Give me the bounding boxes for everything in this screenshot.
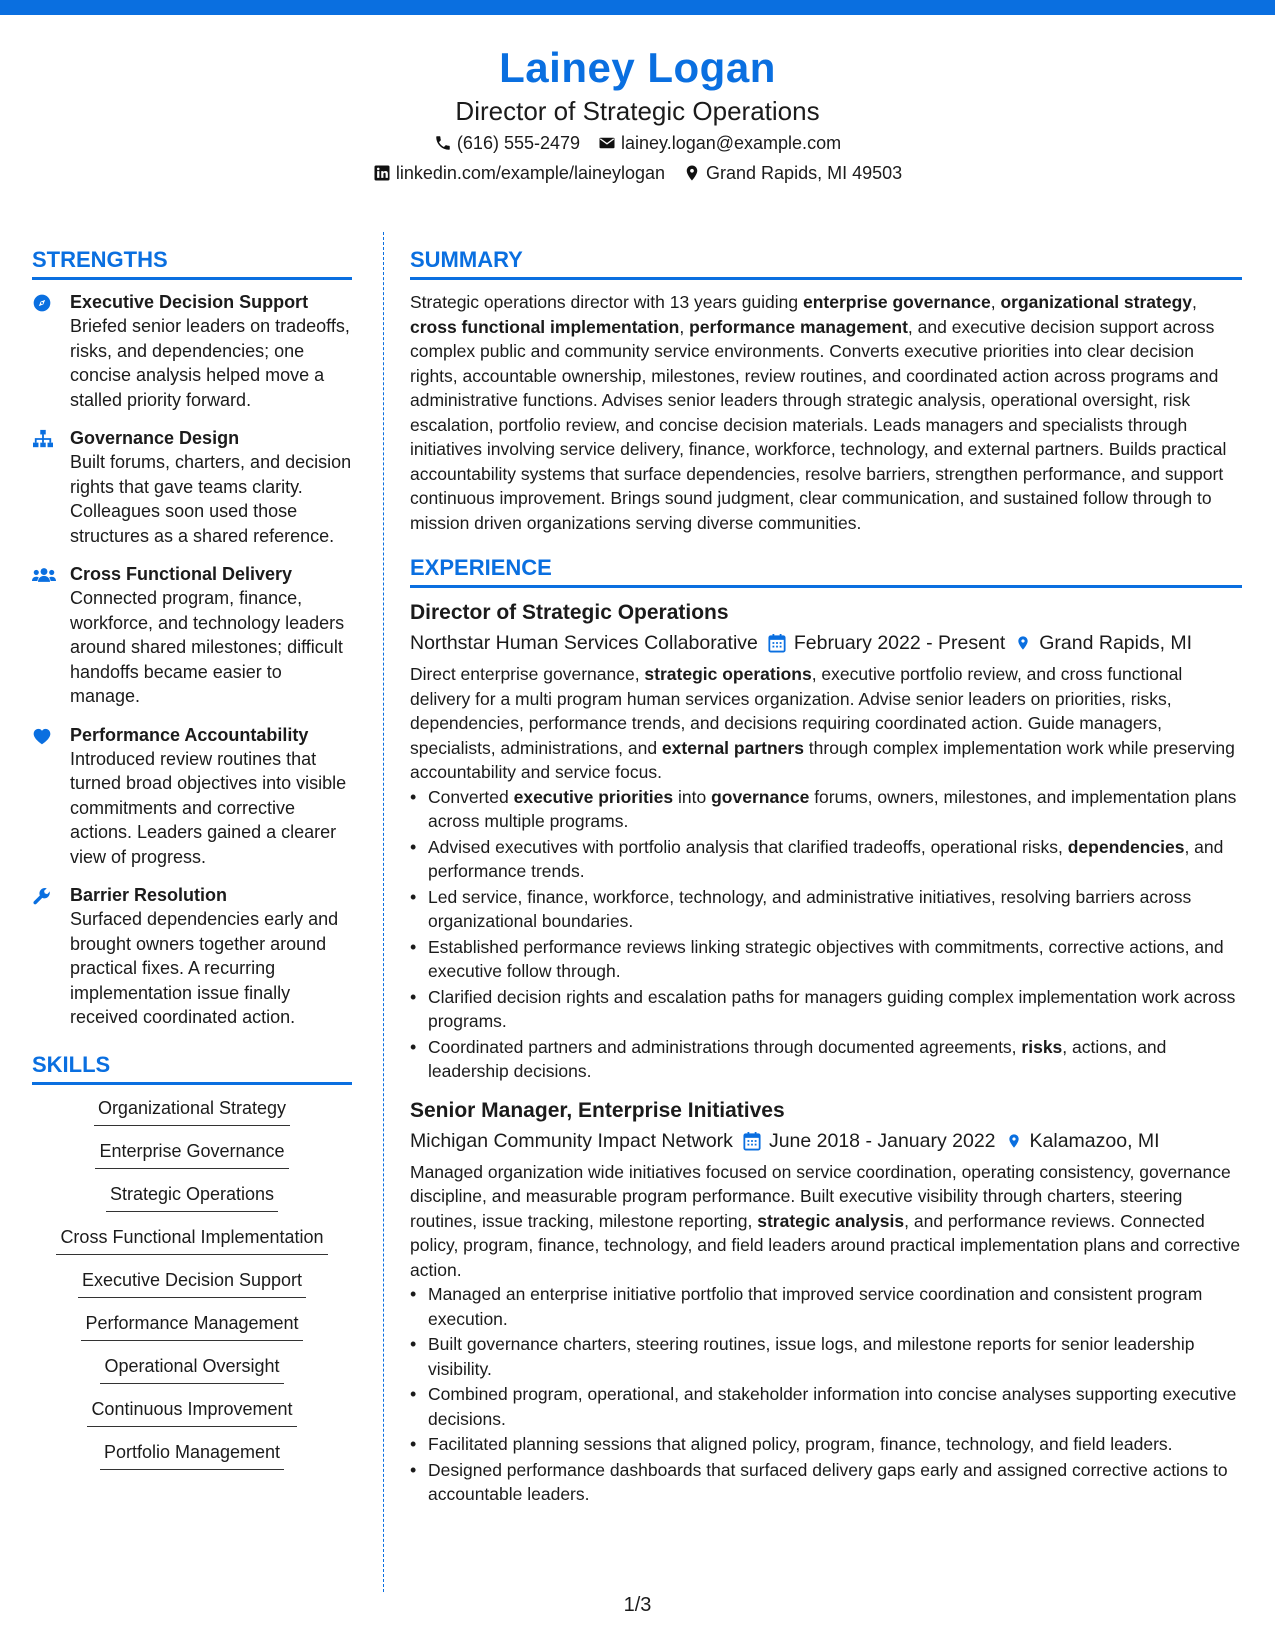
skill-item: [32, 1310, 352, 1353]
company-name: Michigan Community Impact Network: [410, 1129, 733, 1152]
summary-text: Strategic operations director with 13 years guiding enterprise governance, organizational strategy, cross functional implementation, performance management, and executive decision support across complex public and community service environments. Converts executive priorities into clear decision rights, accountable ownership, milestones, review routines, and coordinated action across programs and administrative functions. Advises senior leaders through strategic analysis, operational oversight, risk escalation, portfolio review, and concise decision materials. Leads managers and specialists through initiatives involving service delivery, finance, workforce, technology, and external partners. Builds practical accountability systems that surface dependencies, resolve barriers, strengthen performance, and support continuous improvement. Brings sound judgment, clear communication, and sustained follow through to mission driven organizations serving diverse communities.: [410, 292, 1227, 533]
skill-label: Portfolio Management: [100, 1439, 284, 1470]
column-divider: [383, 232, 384, 1592]
skill-item: [32, 1439, 352, 1482]
location-item: [683, 158, 902, 188]
experience-heading: EXPERIENCE: [410, 553, 1242, 588]
contact-row-1: [0, 128, 1275, 158]
right-column: [410, 245, 1242, 1508]
bold-keyword: risks: [1021, 1036, 1063, 1057]
job-bullet: • Established performance reviews linking strategic objectives with commitments, corrective actions, and executive follow through.: [410, 935, 1242, 984]
job-location-text: Kalamazoo, MI: [1029, 1129, 1160, 1152]
skill-item: [32, 1267, 352, 1310]
job-meta: [410, 628, 1242, 658]
strength-item: [32, 723, 352, 870]
skill-item: [32, 1181, 352, 1224]
job-bullet: • Designed performance dashboards that surfaced delivery gaps early and assigned corrective actions to accountable leaders.: [410, 1458, 1242, 1507]
map-marker-icon: [1015, 633, 1031, 653]
page-number: 1/3: [623, 1594, 652, 1616]
job-description: Managed organization wide initiatives focused on service coordination, operating consistency, governance discipline, and measurable program performance. Built executive visibility through charters, steering routines, issue tracking, milestone reporting, strategic analysis, and performance reviews. Connected policy, program, finance, technology, and field leaders around practical implementation plans and corrective action.: [410, 1161, 1241, 1280]
linkedin-icon: [373, 164, 391, 182]
job-bullet: • Coordinated partners and administrations through documented agreements, risks, actions, and leadership decisions.: [410, 1035, 1242, 1084]
job-bullet: • Advised executives with portfolio analysis that clarified tradeoffs, operational risks, dependencies, and performance trends.: [410, 835, 1242, 884]
envelope-icon: [598, 134, 616, 152]
compass-icon: [32, 293, 52, 313]
candidate-name: Lainey Logan: [499, 44, 776, 91]
phone-icon: [434, 134, 452, 152]
skill-item: [32, 1396, 352, 1439]
strength-icon-wrap: [32, 426, 58, 548]
skill-label: Cross Functional Implementation: [56, 1224, 327, 1255]
job-bullet: • Facilitated planning sessions that aligned policy, program, finance, technology, and field leaders.: [410, 1432, 1242, 1457]
skill-item: [32, 1095, 352, 1138]
job-bullet: • Led service, finance, workforce, technology, and administrative initiatives, resolving barriers across organizational boundaries.: [410, 885, 1242, 934]
bold-keyword: dependencies: [1067, 836, 1185, 857]
wrench-icon: [32, 886, 52, 906]
strength-item: [32, 883, 352, 1030]
bold-keyword: organizational strategy: [1000, 292, 1193, 312]
calendar-icon: [743, 1131, 761, 1151]
linkedin-url[interactable]: linkedin.com/example/laineylogan: [395, 163, 666, 183]
skill-label: Strategic Operations: [106, 1181, 278, 1212]
strength-icon-wrap: [32, 290, 58, 412]
strength-description: Introduced review routines that turned broad objectives into visible commitments and corrective actions. Leaders gained a clearer view of progress.: [70, 748, 347, 867]
skill-label: Enterprise Governance: [95, 1138, 288, 1169]
email-item: [598, 128, 841, 158]
job-location: [1006, 1126, 1160, 1156]
job-bullet: • Built governance charters, steering routines, issue logs, and milestone reports for senior leadership visibility.: [410, 1332, 1242, 1381]
calendar-icon: [768, 633, 786, 653]
skill-item: [32, 1224, 352, 1267]
bold-keyword: enterprise governance: [803, 292, 991, 312]
bold-keyword: executive priorities: [513, 786, 674, 807]
strength-item: [32, 562, 352, 709]
skill-label: Executive Decision Support: [78, 1267, 306, 1298]
job-bullet: • Converted executive priorities into governance forums, owners, milestones, and implementation plans across multiple programs.: [410, 785, 1242, 834]
job-description: Direct enterprise governance, strategic operations, executive portfolio review, and cross functional delivery for a multi program human services organization. Advise senior leaders on priorities, risks, dependencies, performance trends, and decisions requiring coordinated action. Guide managers, specialists, administrations, and external partners through complex implementation work while preserving accountability and service focus.: [410, 664, 1235, 782]
summary-heading: SUMMARY: [410, 245, 1242, 280]
job-dates-text: February 2022 - Present: [793, 632, 1006, 654]
skill-label: Organizational Strategy: [94, 1095, 290, 1126]
map-marker-icon: [683, 164, 701, 182]
email-address[interactable]: lainey.logan@example.com: [621, 133, 842, 153]
skill-item: [32, 1353, 352, 1396]
job-location-text: Grand Rapids, MI: [1039, 632, 1193, 654]
bold-keyword: cross functional implementation: [410, 316, 680, 337]
bold-keyword: strategic analysis: [757, 1210, 905, 1231]
job-dates: [768, 628, 1005, 658]
strength-name: Barrier Resolution: [70, 885, 228, 905]
skill-label: Operational Oversight: [100, 1353, 283, 1384]
strength-item: [32, 290, 352, 412]
skill-label: Performance Management: [81, 1310, 302, 1341]
strength-name: Executive Decision Support: [70, 292, 309, 312]
contact-row-2: [0, 158, 1275, 188]
job-dates-text: June 2018 - January 2022: [768, 1129, 996, 1152]
phone-number: (616) 555-2479: [456, 133, 581, 153]
top-accent-bar: [0, 0, 1275, 15]
strengths-heading: STRENGTHS: [32, 245, 352, 280]
skills-list: [32, 1095, 352, 1482]
strength-item: [32, 426, 352, 548]
strength-description: Built forums, charters, and decision rights that gave teams clarity. Colleagues soon used those structures as a shared reference.: [70, 452, 352, 546]
map-marker-icon: [1006, 1131, 1022, 1151]
bold-keyword: external partners: [661, 737, 804, 758]
location-text: Grand Rapids, MI 49503: [706, 163, 903, 183]
resume-header: [0, 42, 1275, 188]
job-location: [1015, 628, 1192, 658]
company-name: Northstar Human Services Collaborative: [410, 632, 758, 654]
skill-label: Continuous Improvement: [87, 1396, 296, 1427]
strength-icon-wrap: [32, 723, 58, 870]
strength-name: Governance Design: [70, 428, 240, 448]
skill-item: [32, 1138, 352, 1181]
candidate-title: Director of Strategic Operations: [455, 96, 820, 126]
job-bullet: • Managed an enterprise initiative portfolio that improved service coordination and consistent program execution.: [410, 1282, 1242, 1331]
strength-description: Briefed senior leaders on tradeoffs, risks, and dependencies; one concise analysis helped move a stalled priority forward.: [70, 316, 350, 410]
job-entry: [410, 598, 1242, 1084]
job-dates: [743, 1126, 996, 1156]
strength-description: Surfaced dependencies early and brought owners together around practical fixes. A recurring implementation issue finally received coordinated action.: [70, 909, 339, 1027]
strength-icon-wrap: [32, 883, 58, 1030]
users-icon: [32, 565, 56, 585]
strength-icon-wrap: [32, 562, 58, 709]
bold-keyword: governance: [711, 786, 810, 807]
phone-item: [434, 128, 580, 158]
strength-name: Performance Accountability: [70, 724, 309, 745]
job-bullets: [410, 785, 1242, 1084]
job-title: Director of Strategic Operations: [410, 601, 729, 624]
sitemap-icon: [32, 429, 54, 449]
job-meta: [410, 1126, 1242, 1156]
strength-description: Connected program, finance, workforce, and technology leaders around shared milestones; difficult handoffs became easier to manage.: [70, 588, 345, 706]
job-title: Senior Manager, Enterprise Initiatives: [410, 1098, 785, 1122]
left-column: [32, 245, 352, 1482]
job-entry: [410, 1096, 1242, 1507]
strength-name: Cross Functional Delivery: [70, 564, 293, 584]
job-bullet: • Combined program, operational, and stakeholder information into concise analyses supporting executive decisions.: [410, 1382, 1242, 1431]
bold-keyword: performance management: [689, 316, 908, 337]
bold-keyword: strategic operations: [644, 664, 812, 684]
job-bullet: • Clarified decision rights and escalation paths for managers guiding complex implementation work across programs.: [410, 985, 1242, 1034]
linkedin-item: [373, 158, 665, 188]
job-bullets: [410, 1282, 1242, 1507]
skills-heading: SKILLS: [32, 1050, 352, 1085]
heart-icon: [32, 726, 52, 746]
